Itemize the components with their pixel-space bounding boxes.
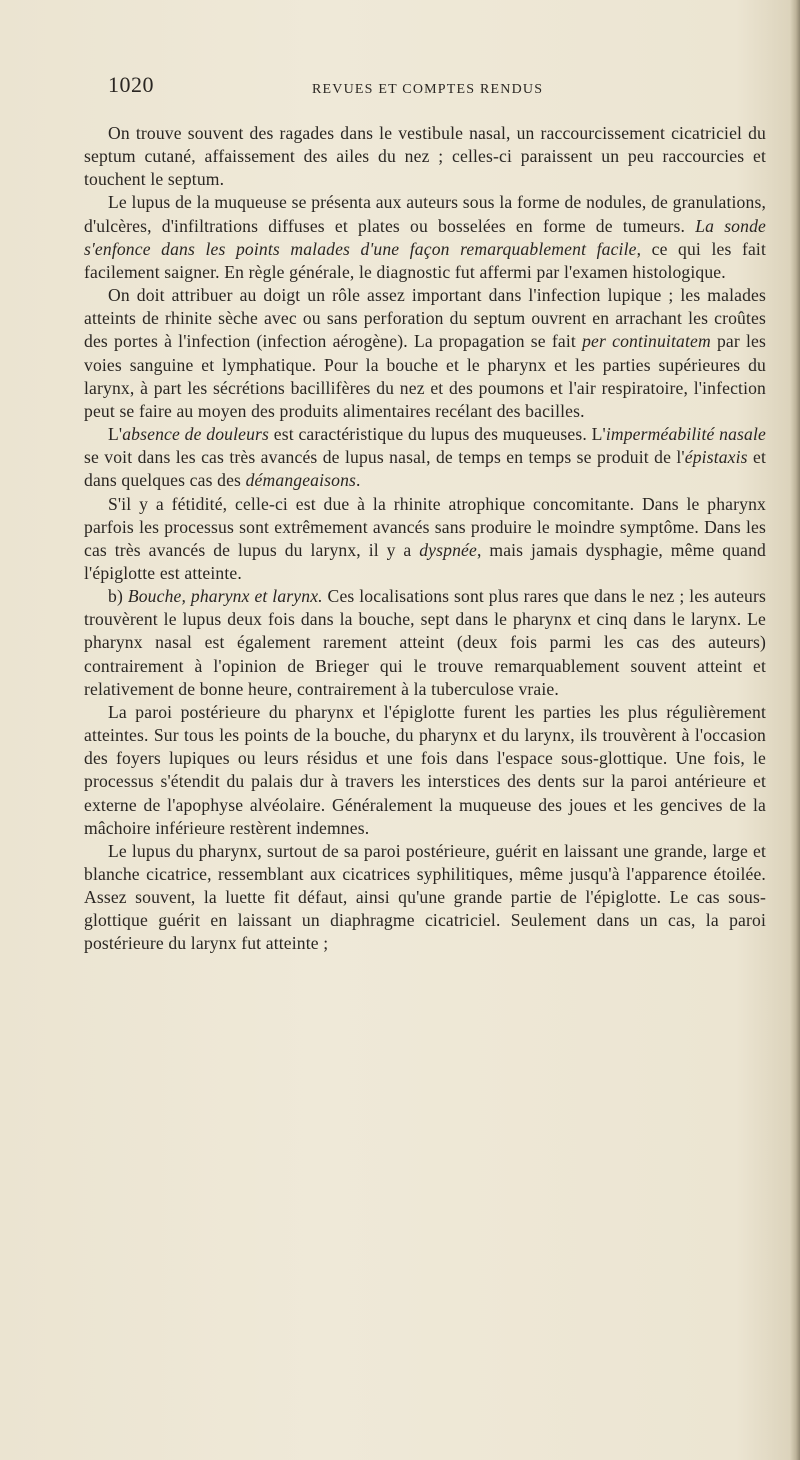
page-edge-shadow — [790, 0, 800, 1460]
italic-run: dyspnée — [419, 539, 477, 560]
italic-run: per continuitatem — [582, 331, 711, 352]
text-run: On trouve souvent des ragades dans le vestibule nasal, un raccourcissement cicatriciel du septum cutané, affaissement des ailes du nez ; celles-ci paraissent un peu raccourcies et touchent le septum. — [84, 123, 766, 190]
paragraph — [84, 701, 766, 840]
paragraph — [84, 122, 766, 191]
text-run: Le lupus du pharynx, surtout de sa paroi postérieure, guérit en laissant une grande, large et blanche cicatrice, ressemblant aux cicatrices syphilitiques, même jusqu'à l'apparence étoilée. Assez souvent, la luette fit défaut, ainsi qu'une grande partie de l'épiglotte. Le cas sous-glottique guérit en laissant un diaphragme cicatriciel. Seulement dans un cas, la paroi postérieure du larynx fut atteinte ; — [84, 840, 766, 954]
paragraph — [84, 585, 766, 701]
paragraph — [84, 493, 766, 586]
page-header — [108, 72, 768, 108]
text-run: se voit dans les cas très avancés de lupus nasal, de temps en temps se produit de l' — [84, 447, 685, 468]
page-number: 1020 — [108, 72, 154, 97]
text-run: par les voies sanguine et lymphatique. Pour la bouche et le pharynx et les parties supérieures du larynx, à part les sécrétions bacillifères du nez et des poumons et l'air respiratoire, l'infection peut se faire au moyen des produits alimentaires recélant des bacilles. — [84, 331, 766, 421]
text-run: La paroi postérieure du pharynx et l'épiglotte furent les parties les plus régulièrement atteintes. Sur tous les points de la bouche, du pharynx et du larynx, ils trouvèrent à l'occasion des foyers lupiques ou leurs résidus et une fois dans l'espace sous-glottique. Une fois, le processus s'étendit du palais dur à travers les interstices des dents sur la paroi antérieure et externe de l'apophyse alvéolaire. Généralement la muqueuse des joues et les gencives de la mâchoire inférieure restèrent indemnes. — [84, 701, 766, 838]
text-run: est caractéristique du lupus des muqueuses. L' — [269, 424, 606, 445]
text-run: b) — [108, 586, 128, 607]
paragraph — [84, 423, 766, 492]
italic-run: Bouche, pharynx et larynx. — [127, 586, 323, 607]
running-head: REVUES ET COMPTES RENDUS — [312, 82, 544, 97]
italic-run: imperméabilité nasale — [605, 424, 766, 445]
text-run: , mais jamais dysphagie, même quand l'épiglotte est atteinte. — [84, 539, 766, 583]
italic-run: épistaxis — [684, 447, 748, 468]
text-run: On doit attribuer au doigt un rôle assez important dans l'infection lupique ; les malades atteints de rhinite sèche avec ou sans perforation du septum ouvrent en arrachant les croûtes des portes à l'infection (infection aérogène). La propagation se fait — [84, 285, 766, 352]
text-run: , ce qui les fait facilement saigner. En règle générale, le diagnostic fut affermi par l'examen histologique. — [84, 238, 766, 282]
italic-run: démangeaisons — [245, 470, 357, 491]
text-run: S'il y a fétidité, celle-ci est due à la rhinite atrophique concomitante. Dans le pharynx parfois les processus sont extrêmement avancés sans produire le moindre symptôme. Dans les cas très avancés de lupus du larynx, il y a — [84, 493, 766, 560]
text-run: L' — [108, 424, 123, 445]
paragraph — [84, 191, 766, 284]
italic-run: La sonde s'enfonce dans les points malades d'une façon remarquablement facile — [84, 215, 766, 259]
paragraph — [84, 284, 766, 423]
body-text — [84, 122, 766, 956]
text-run: et dans quelques cas des — [84, 447, 767, 491]
paragraph — [84, 840, 766, 956]
text-run: Ces localisations sont plus rares que dans le nez ; les auteurs trouvèrent le lupus deux fois dans la bouche, sept dans le pharynx et cinq dans le larynx. Le pharynx nasal est également rarement atteint (deux fois parmi les cas des auteurs) contrairement à l'opinion de Brieger qui le trouve remarquablement souvent atteint et relativement de bonne heure, contrairement à la tuberculose vraie. — [84, 586, 766, 699]
text-run: Le lupus de la muqueuse se présenta aux auteurs sous la forme de nodules, de granulations, d'ulcères, d'infiltrations diffuses et plates ou bosselées en forme de tumeurs. — [84, 192, 766, 236]
text-run: . — [356, 470, 361, 491]
italic-run: absence de douleurs — [122, 424, 270, 445]
